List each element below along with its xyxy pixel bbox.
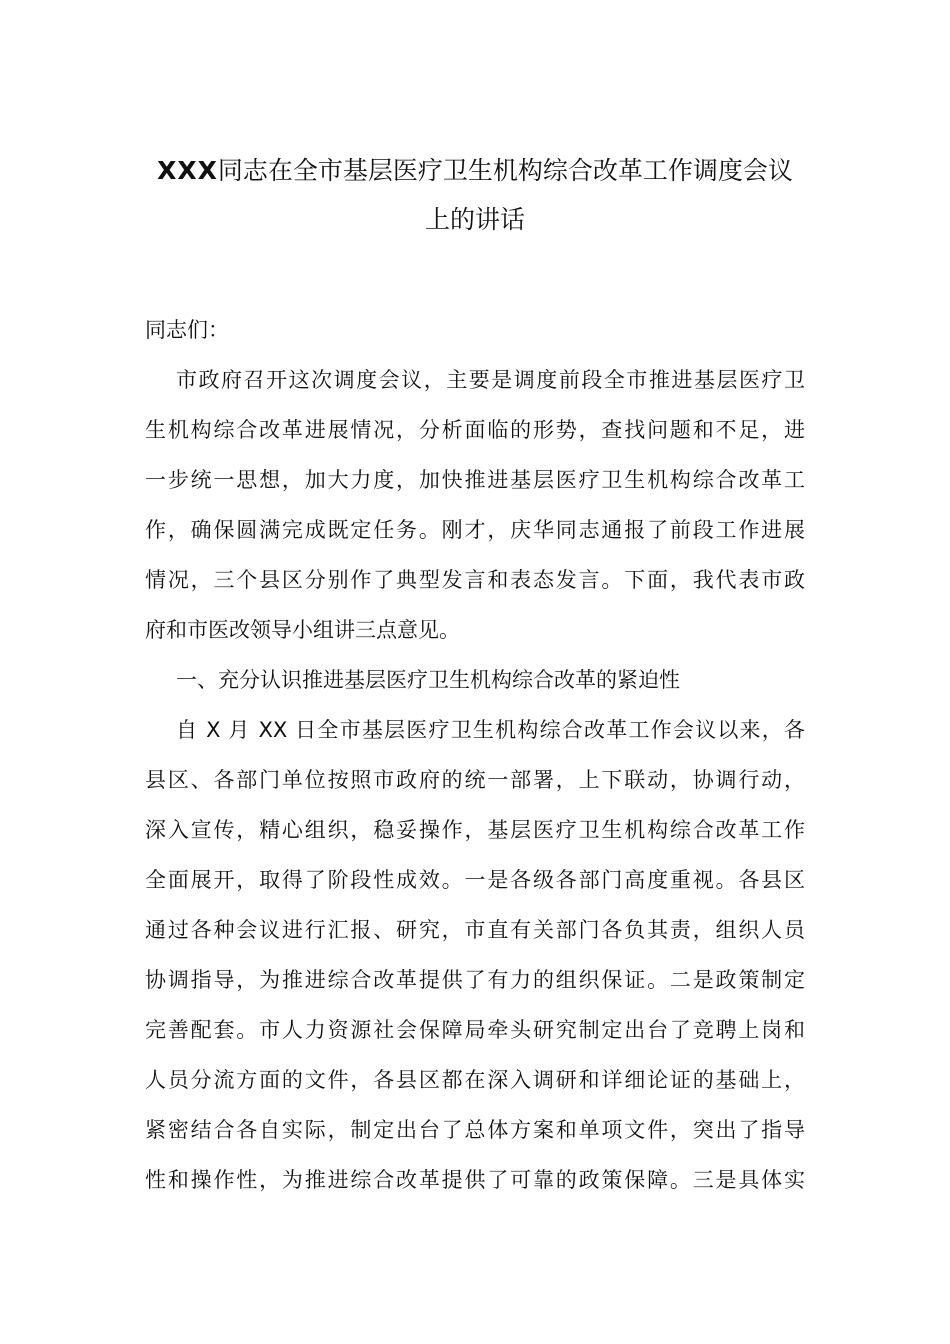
paragraph-line: 县区、各部门单位按照市政府的统一部署，上下联动，协调行动， xyxy=(145,768,805,792)
paragraph-line: 府和市医改领导小组讲三点意见。 xyxy=(145,618,460,642)
title-line-1 xyxy=(100,146,850,195)
paragraph-line: 自 X 月 XX 日全市基层医疗卫生机构综合改革工作会议以来，各 xyxy=(176,718,805,742)
paragraph-1 xyxy=(145,355,805,655)
document-body xyxy=(145,305,805,1205)
paragraph-line: 性和操作性，为推进综合改革提供了可靠的政策保障。三是具体实 xyxy=(145,1168,805,1192)
paragraph-line: 协调指导，为推进综合改革提供了有力的组织保证。二是政策制定 xyxy=(145,968,805,992)
paragraph-line: 完善配套。市人力资源社会保障局牵头研究制定出台了竞聘上岗和 xyxy=(145,1018,805,1042)
paragraph-line: 情况，三个县区分别作了典型发言和表态发言。下面，我代表市政 xyxy=(145,568,805,592)
document-title xyxy=(100,146,850,244)
salutation: 同志们： xyxy=(145,318,229,342)
title-line-2: 上的讲话 xyxy=(424,205,525,234)
paragraph-line: 市政府召开这次调度会议，主要是调度前段全市推进基层医疗卫 xyxy=(176,368,805,392)
paragraph-line: 紧密结合各自实际，制定出台了总体方案和单项文件，突出了指导 xyxy=(145,1118,805,1142)
title-line-1-text: 同志在全市基层医疗卫生机构综合改革工作调度会议 xyxy=(217,156,793,185)
paragraph-line: 作，确保圆满完成既定任务。刚才，庆华同志通报了前段工作进展 xyxy=(145,518,805,542)
paragraph-line: 深入宣传，精心组织，稳妥操作，基层医疗卫生机构综合改革工作 xyxy=(145,818,805,842)
section-heading: 一、充分认识推进基层医疗卫生机构综合改革的紧迫性 xyxy=(176,668,680,692)
paragraph-line: 全面展开，取得了阶段性成效。一是各级各部门高度重视。各县区 xyxy=(145,868,805,892)
paragraph-2 xyxy=(145,705,805,1205)
paragraph-line: 生机构综合改革进展情况，分析面临的形势，查找问题和不足，进 xyxy=(145,418,805,442)
paragraph-line: 通过各种会议进行汇报、研究，市直有关部门各负其责，组织人员 xyxy=(145,918,805,942)
title-name-placeholder: XXX xyxy=(157,156,218,185)
paragraph-line: 人员分流方面的文件，各县区都在深入调研和详细论证的基础上， xyxy=(145,1068,805,1092)
paragraph-line: 一步统一思想，加大力度，加快推进基层医疗卫生机构综合改革工 xyxy=(145,468,805,492)
